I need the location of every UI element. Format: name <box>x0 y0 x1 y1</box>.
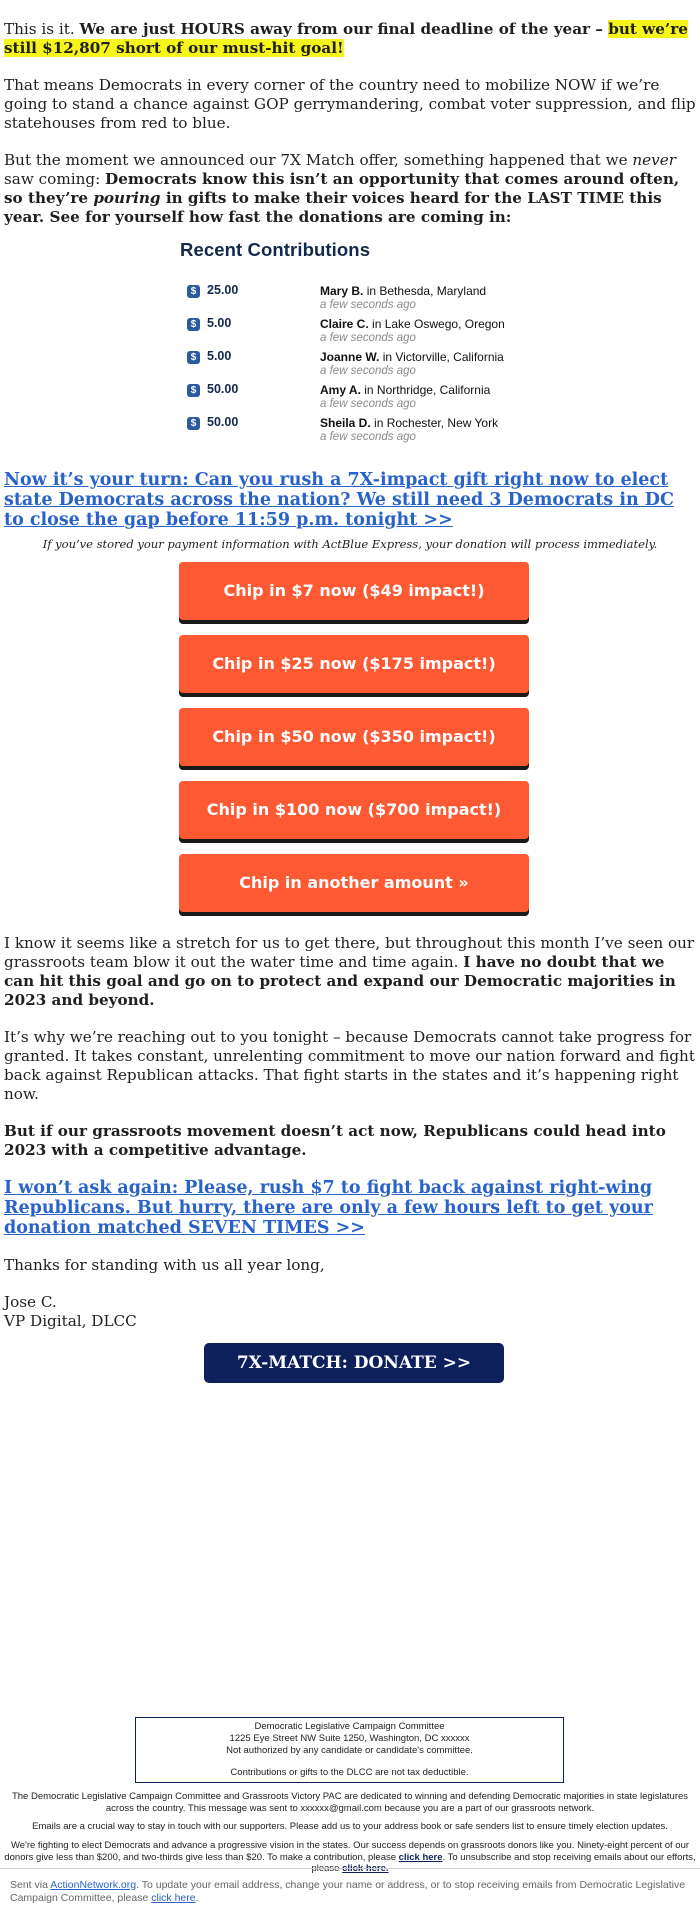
contribution-time: a few seconds ago <box>320 398 416 410</box>
contribution-time: a few seconds ago <box>320 332 416 344</box>
dollar-icon: $ <box>187 285 200 298</box>
contributions-title: Recent Contributions <box>180 239 371 260</box>
p4-text: I know it seems like a stretch for us to get there, but throughout this month I’ve seen our grassroots team blow it out the water time and time again. <box>4 934 695 971</box>
contribute-link[interactable]: click here <box>398 1851 443 1863</box>
donate-button[interactable]: 7X-MATCH: DONATE >> <box>204 1343 504 1383</box>
rush-gift-link[interactable]: Now it’s your turn: Can you rush a 7X-impact gift right now to elect state Democrats across the nation? We still need 3 Democrats in DC to close the gap before 11:59 p.m. tonight >> <box>4 470 674 530</box>
footer-org: Democratic Legislative Campaign Committee <box>254 1721 445 1732</box>
intro-paragraph-2: That means Democrats in every corner of the country need to mobilize NOW if we’re going to stand a chance against GOP gerrymandering, combat voter suppression, and flip statehouses from red to blue. <box>4 76 696 132</box>
contribution-row <box>180 415 530 448</box>
contributor <box>320 284 486 298</box>
f3-text-2: . To unsubscribe and stop receiving emails about our efforts, <box>442 1851 696 1863</box>
footer-mission: The Democratic Legislative Campaign Committee and Grassroots Victory PAC are dedicated to winning and defending Democratic majorities in state legislatures across the country. This message was sent to xxxxxx@gmail.com because you are a part of our grassroots network. <box>11 1791 689 1814</box>
p3-text: But the moment we announced our 7X Match offer, something happened that we <box>4 151 633 169</box>
intro-bold: We are just HOURS away from our final deadline of the year – <box>79 20 609 38</box>
contribution-time: a few seconds ago <box>320 431 416 443</box>
footer-address-box <box>135 1717 564 1783</box>
intro-paragraph-1 <box>4 20 696 58</box>
p3-bold-1: Democrats know this isn’t an opportunity that comes around often, so they’re <box>4 170 680 207</box>
footer-not-authorized: Not authorized by any candidate or candidate's committee. <box>226 1745 473 1756</box>
signature-name: Jose C. <box>4 1293 57 1311</box>
contributor-name: Mary B. <box>320 284 364 298</box>
p3-bold-2: in gifts to make their voices heard for the LAST TIME this year. See for yourself how fast the donations are coming in: <box>4 189 662 226</box>
sent-text-2: . To update your email address, change your name or address, or to stop receiving emails from Democratic Legislative Campaign Committee, please <box>10 1879 686 1904</box>
contributor <box>320 317 505 331</box>
chip-in-100-button[interactable]: Chip in $100 now ($700 impact!) <box>179 781 529 839</box>
body-paragraph-1 <box>4 934 696 1010</box>
contribution-amount: 5.00 <box>207 349 232 363</box>
contribution-amount: 5.00 <box>207 316 232 330</box>
chip-in-7-button[interactable]: Chip in $7 now ($49 impact!) <box>179 562 529 620</box>
dollar-icon: $ <box>187 417 200 430</box>
actionnetwork-link[interactable]: ActionNetwork.org <box>50 1879 137 1891</box>
contributor-place: in Victorville, California <box>382 350 504 364</box>
contributor <box>320 383 490 397</box>
update-email-link[interactable]: click here <box>151 1892 196 1904</box>
footer-divider <box>0 1868 700 1869</box>
contribution-time: a few seconds ago <box>320 299 416 311</box>
p6-bold: But if our grassroots movement doesn’t act now, Republicans could head into 2023 with a competitive advantage. <box>4 1122 666 1159</box>
signature-title: VP Digital, DLCC <box>4 1312 137 1330</box>
contribution-amount: 50.00 <box>207 382 239 396</box>
sent-via-note <box>10 1879 690 1905</box>
dollar-icon: $ <box>187 318 200 331</box>
contributor <box>320 350 504 364</box>
dollar-icon: $ <box>187 384 200 397</box>
f3-text: We're fighting to elect Democrats and advance a progressive vision in the states. Our success depends on grassroots donors like you. Ninety-eight percent of our donors give less than $200, and two-thirds give less than $20. To make a contribution, please <box>4 1840 690 1863</box>
footer-tax: Contributions or gifts to the DLCC are not tax deductible. <box>230 1767 469 1778</box>
footer-emails-note: Emails are a crucial way to stay in touch with our supporters. Please add us to your address book or safe senders list to ensure timely election updates. <box>32 1821 668 1832</box>
p3-italic: never <box>632 151 676 169</box>
intro-paragraph-3 <box>4 151 696 227</box>
contribution-row <box>180 382 530 415</box>
footer-gap <box>136 1757 563 1767</box>
actblue-express-note: If you’ve stored your payment information with ActBlue Express, your donation will process immediately. <box>42 537 658 551</box>
contributor-place: in Rochester, New York <box>374 416 499 430</box>
p4-bold: I have no doubt that we can hit this goal and go on to protect and expand our Democratic majorities in 2023 and beyond. <box>4 953 676 1009</box>
contributor-name: Amy A. <box>320 383 361 397</box>
contribution-amount: 25.00 <box>207 283 239 297</box>
email-page <box>0 20 700 1383</box>
email-body <box>0 20 700 1383</box>
recent-contributions <box>180 239 530 448</box>
highlighted-goal: but we’re still $12,807 short of our must-hit goal! <box>4 20 688 57</box>
thanks-line: Thanks for standing with us all year long, <box>4 1256 325 1274</box>
contribution-row <box>180 349 530 382</box>
footer-donors-note <box>4 1840 696 1875</box>
sent-text-3: . <box>195 1892 199 1904</box>
body-paragraph-3 <box>4 1122 696 1160</box>
signature <box>4 1293 696 1331</box>
p3-bold-italic: pouring <box>93 189 161 207</box>
contributor-name: Claire C. <box>320 317 369 331</box>
rush-7-link[interactable]: I won’t ask again: Please, rush $7 to fight back against right-wing Republicans. But hurry, there are only a few hours left to get your donation matched SEVEN TIMES >> <box>4 1178 653 1238</box>
contribution-row <box>180 283 530 316</box>
contributions-list <box>180 283 530 448</box>
p3-text-2: saw coming: <box>4 170 106 188</box>
contribution-time: a few seconds ago <box>320 365 416 377</box>
contributor-name: Sheila D. <box>320 416 371 430</box>
contributor <box>320 416 498 430</box>
contribution-amount: 50.00 <box>207 415 239 429</box>
contribution-row <box>180 316 530 349</box>
chip-in-25-button[interactable]: Chip in $25 now ($175 impact!) <box>179 635 529 693</box>
body-paragraph-2: It’s why we’re reaching out to you tonight – because Democrats cannot take progress for granted. It takes constant, unrelenting commitment to move our nation forward and fight back against Republican attacks. That fight starts in the states and it’s happening right now. <box>4 1028 695 1103</box>
contributor-place: in Northridge, California <box>364 383 491 397</box>
dollar-icon: $ <box>187 351 200 364</box>
contributor-place: in Bethesda, Maryland <box>366 284 487 298</box>
chip-in-other-button[interactable]: Chip in another amount » <box>179 854 529 912</box>
footer-address: 1225 Eye Street NW Suite 1250, Washington, DC xxxxxx <box>229 1733 470 1744</box>
p3-bold <box>4 170 679 226</box>
contributor-place: in Lake Oswego, Oregon <box>372 317 505 331</box>
sent-text: Sent via <box>10 1879 51 1891</box>
chip-in-50-button[interactable]: Chip in $50 now ($350 impact!) <box>179 708 529 766</box>
contributor-name: Joanne W. <box>320 350 380 364</box>
intro-text: This is it. <box>4 20 80 38</box>
donation-buttons <box>179 562 529 912</box>
